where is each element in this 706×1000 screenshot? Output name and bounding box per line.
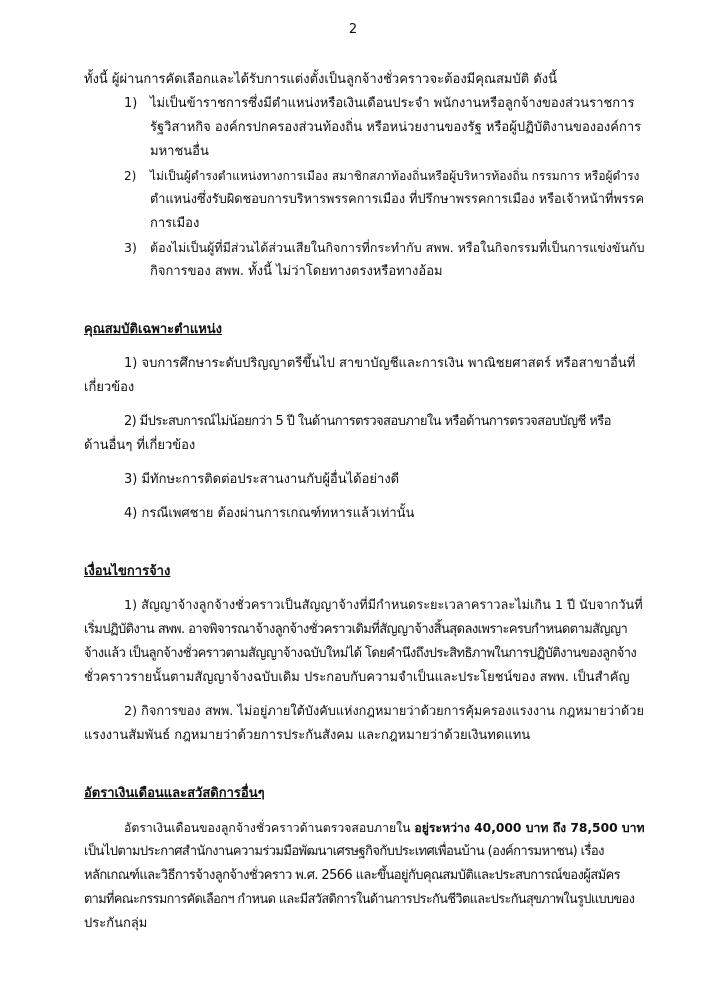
paragraph-line: 2) กิจการของ สพพ. ไม่อยู่ภายใต้บังคับแห่งกฎหมายว่าด้วยการคุ้มครองแรงงาน กฎหมายว่าด้วย (124, 704, 644, 719)
item-line: การเมือง (150, 216, 200, 231)
item-line: มหาชนอื่น (150, 144, 209, 159)
paragraph-line: หลักเกณฑ์และวิธีการจ้างลูกจ้างชั่วคราว พ.ศ. 2566 และขึ้นอยู่กับคุณสมบัติและประสบการณ์ของผู้สมัคร (84, 868, 621, 883)
item-line: ไม่เป็นข้าราชการซึ่งมีตำแหน่งหรือเงินเดือนประจำ พนักงานหรือลูกจ้างของส่วนราชการ (150, 96, 635, 111)
paragraph-line: เริ่มปฏิบัติงาน สพพ. อาจพิจารณาจ้างลูกจ้างชั่วคราวเดิมที่สัญญาจ้างสิ้นสุดลงเพราะครบกำหนดตามสัญญา (84, 622, 628, 637)
paragraph-line: ตามที่คณะกรรมการคัดเลือกฯ กำหนด และมีสวัสดิการในด้านการประกันชีวิตและประกันสุขภาพในรูปแบบของ (84, 892, 635, 907)
paragraph-line: ประกันกลุ่ม (84, 916, 148, 931)
item-line: ตำแหน่งซึ่งรับผิดชอบการบริหารพรรคการเมือง ที่ปรึกษาพรรคการเมือง หรือเจ้าหน้าที่พรรค (150, 192, 645, 207)
section-heading-salary-benefits: อัตราเงินเดือนและสวัสดิการอื่นๆ (84, 786, 265, 801)
page-number: 2 (348, 22, 358, 37)
paragraph-line: เป็นไปตามประกาศสำนักงานความร่วมมือพัฒนาเศรษฐกิจกับประเทศเพื่อนบ้าน (องค์การมหาชน) เรื่อง (84, 844, 604, 859)
position-qualification-item-2 (84, 410, 644, 458)
qualification-item-3 (84, 236, 644, 284)
item-line: เกี่ยวข้อง (84, 380, 135, 395)
employment-condition-1 (84, 594, 644, 690)
position-qualification-item-4: 4) กรณีเพศชาย ต้องผ่านการเกณฑ์ทหารแล้วเท่านั้น (124, 506, 415, 521)
item-line: 1) จบการศึกษาระดับปริญญาตรีขึ้นไป สาขาบัญชีและการเงิน พาณิชยศาสตร์ หรือสาขาอื่นที่ (124, 356, 636, 371)
position-qualification-item-3: 3) มีทักษะการติดต่อประสานงานกับผู้อื่นได้อย่างดี (124, 472, 400, 487)
paragraph-line: แรงงานสัมพันธ์ กฎหมายว่าด้วยการประกันสังคม และกฎหมายว่าด้วยเงินทดแทน (84, 728, 531, 743)
qualification-item-1 (84, 92, 644, 164)
section-heading-employment-conditions: เงื่อนไขการจ้าง (84, 564, 171, 579)
item-number: 2) (124, 169, 137, 183)
qualification-item-2 (84, 164, 644, 236)
item-number: 1) (124, 96, 138, 111)
item-number: 3) (124, 240, 137, 255)
item-line: ไม่เป็นผู้ดำรงตำแหน่งทางการเมือง สมาชิกสภาท้องถิ่นหรือผู้บริหารท้องถิ่น กรรมการ หรือผู้ดำรง (150, 169, 640, 183)
salary-intro: อัตราเงินเดือนของลูกจ้างชั่วคราวด้านตรวจสอบภายใน (124, 821, 415, 835)
document-body (84, 68, 644, 936)
qualifications-intro: ทั้งนี้ ผู้ผ่านการคัดเลือกและได้รับการแต่งตั้งเป็นลูกจ้างชั่วคราวจะต้องมีคุณสมบัติ ดังนี้ (84, 72, 558, 87)
paragraph-line: ชั่วคราวรายนั้นตามสัญญาจ้างฉบับเดิม ประกอบกับความจำเป็นและประโยชน์ของ สพพ. เป็นสำคัญ (84, 670, 630, 685)
employment-condition-2 (84, 700, 644, 748)
item-line: กิจการของ สพพ. ทั้งนี้ ไม่ว่าโดยทางตรงหรือทางอ้อม (150, 264, 443, 279)
paragraph-line: จ้างแล้ว เป็นลูกจ้างชั่วคราวตามสัญญาจ้างฉบับใหม่ได้ โดยคำนึงถึงประสิทธิภาพในการปฏิบัติงานของลูกจ้าง (84, 646, 637, 661)
position-qualification-item-1 (84, 352, 644, 400)
salary-paragraph (84, 816, 644, 936)
section-heading-position-qualifications: คุณสมบัติเฉพาะตำแหน่ง (84, 322, 223, 337)
item-line: รัฐวิสาหกิจ องค์กรปกครองส่วนท้องถิ่น หรือหน่วยงานของรัฐ หรือผู้ปฏิบัติงานขององค์การ (150, 120, 642, 135)
salary-range: อยู่ระหว่าง 40,000 บาท ถึง 78,500 บาท (414, 821, 645, 835)
item-line: ต้องไม่เป็นผู้ที่มีส่วนได้ส่วนเสียในกิจการที่กระทำกับ สพพ. หรือในกิจกรรมที่เป็นการแข่งขันกับ (150, 240, 645, 255)
item-line: ด้านอื่นๆ ที่เกี่ยวข้อง (84, 438, 196, 453)
paragraph-line: 1) สัญญาจ้างลูกจ้างชั่วคราวเป็นสัญญาจ้างที่มีกำหนดระยะเวลาคราวละไม่เกิน 1 ปี นับจากวันที่ (124, 598, 643, 613)
item-line: 2) มีประสบการณ์ไม่น้อยกว่า 5 ปี ในด้านการตรวจสอบภายใน หรือด้านการตรวจสอบบัญชี หรือ (124, 414, 611, 429)
